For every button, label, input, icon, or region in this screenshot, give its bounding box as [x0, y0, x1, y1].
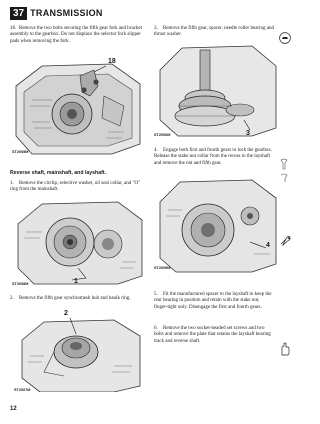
- step-text: Fit the manufactured spacer to the layshaft to keep the rear bearing in position and retain with the stake nut, finger-tight only. Disengage the first and fourth gears.: [154, 292, 272, 310]
- section-heading: Reverse shaft, mainshaft, and layshaft.: [10, 170, 107, 176]
- section-number-badge: 37: [10, 7, 27, 20]
- step-number: 2.: [10, 296, 14, 301]
- step-18: [10, 26, 148, 45]
- step-text: Remove the two socket-headed set screws and two bolts and remove the plate that retains the layshaft bearing track and reverse shaft.: [154, 326, 271, 344]
- step-number: 5.: [154, 292, 158, 297]
- figure-callout: 2: [64, 310, 68, 317]
- figure-st2005m: [12, 56, 144, 156]
- pin-icon: [279, 173, 289, 183]
- layshaft-nut-illustration: [154, 176, 280, 276]
- step-number: 3.: [154, 26, 158, 31]
- figure-id: ST2007M: [14, 388, 31, 392]
- figure-callout: 1: [74, 278, 78, 285]
- step-text: Remove the two bolts securing the fifth gear fork and bracket assembly to the gearbox. Do not displace the selector fork slipper pads when removing the fork.: [10, 26, 143, 44]
- figure-id: ST2005M: [12, 150, 29, 154]
- figure-id: ST2006M: [154, 133, 171, 137]
- step-number: 4.: [154, 148, 158, 153]
- figure-st2007m: [14, 312, 146, 392]
- wrench-icon: [279, 234, 291, 246]
- step-6: [154, 326, 274, 345]
- step-3: [154, 26, 274, 39]
- step-text: Engage both first and fourth gears to lock the gearbox. Release the stake nut collar from the recess in the layshaft and remove the nut and fifth gear.: [154, 148, 273, 166]
- step-4: [154, 148, 274, 167]
- section-header: [10, 6, 103, 20]
- step-number: 6.: [154, 326, 158, 331]
- step-1: [10, 181, 148, 194]
- tool-icon: [279, 158, 289, 170]
- section-title: TRANSMISSION: [30, 8, 103, 18]
- step-number: 1.: [10, 181, 14, 186]
- figure-callout: 3: [246, 130, 250, 137]
- synchromesh-hub-illustration: [14, 312, 146, 392]
- step-text: Remove the circlip, selective washer, oil seal collar, and "O" ring from the mainshaft.: [10, 181, 141, 193]
- figure-id: ST2009M: [154, 266, 171, 270]
- figure-callout: 4: [266, 242, 270, 249]
- figure-id: ST2008M: [12, 282, 29, 286]
- step-number: 18.: [10, 26, 17, 31]
- fifth-gear-illustration: [154, 40, 280, 140]
- car-icon: [279, 32, 291, 44]
- figure-st2008m: [12, 198, 146, 286]
- mainshaft-circlip-illustration: [12, 198, 146, 286]
- finger-icon: [279, 342, 291, 356]
- figure-st2009m: [154, 176, 280, 276]
- figure-st2006m: [154, 40, 280, 140]
- figure-callout: 18: [108, 58, 116, 65]
- step-text: Remove the fifth gear, spacer, needle roller bearing and thrust washer.: [154, 26, 274, 38]
- step-text: Remove the fifth gear synchromesh hub and baulk ring.: [19, 296, 131, 301]
- step-5: [154, 292, 274, 311]
- page-number: 12: [10, 406, 17, 412]
- step-2: [10, 296, 148, 302]
- gearbox-fork-illustration: [12, 56, 144, 156]
